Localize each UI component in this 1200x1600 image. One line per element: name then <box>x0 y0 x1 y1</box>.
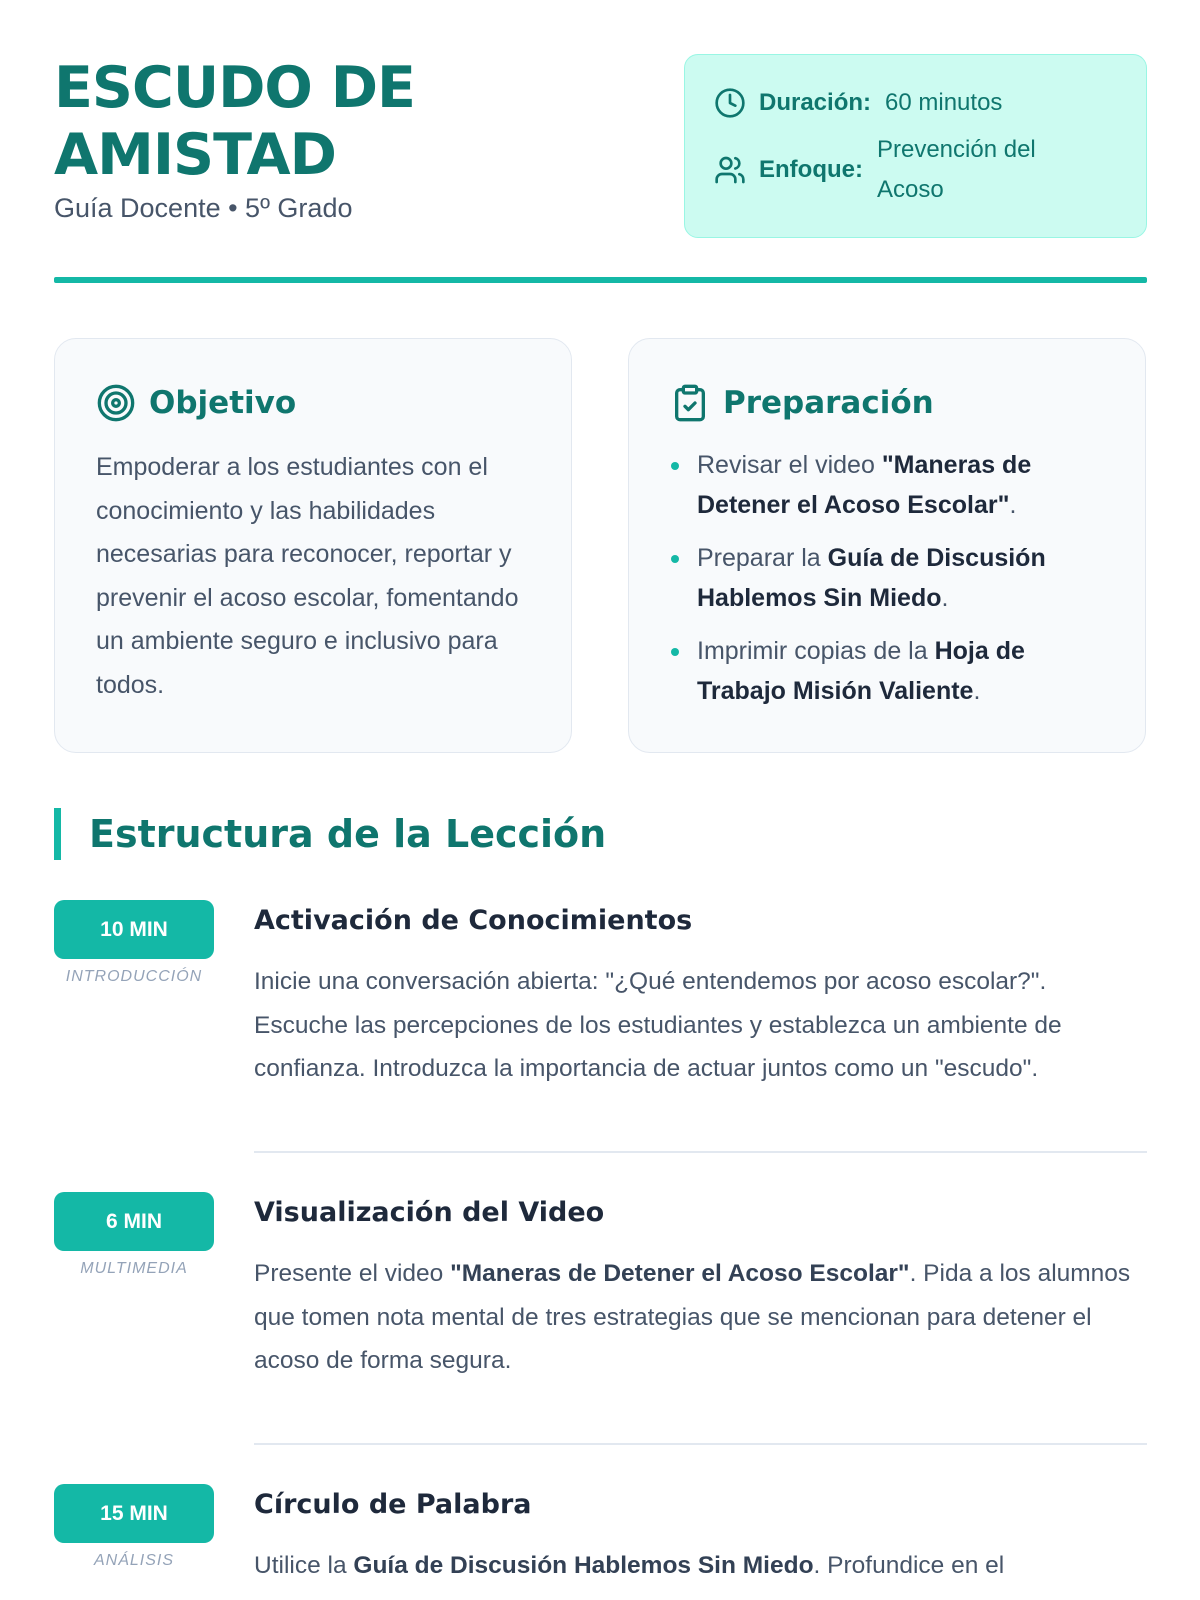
focus-label: Enfoque: <box>759 156 863 183</box>
duration-label: Duración: <box>759 89 872 116</box>
duration-value: 60 minutos <box>885 89 1003 116</box>
step-title: Visualización del Video <box>254 1197 605 1228</box>
preparation-list <box>669 445 1099 724</box>
title-line-2: AMISTAD <box>54 122 336 188</box>
step-description: Inicie una conversación abierta: "¿Qué entendemos por acoso escolar?". Escuche las percepciones de los estudiantes y establezca un ambiente de confianza. Introduzca la importancia de actuar juntos como un "escudo". <box>254 968 1062 1082</box>
preparation-title: Preparación <box>723 385 934 421</box>
list-item: Revisar el video "Maneras de Detener el Acoso Escolar". <box>669 445 1099 525</box>
duration-row <box>713 85 1002 121</box>
header-divider <box>54 277 1147 283</box>
list-item: Imprimir copias de la Hoja de Trabajo Misión Valiente. <box>669 631 1099 711</box>
clipboard-check-icon <box>669 382 711 424</box>
duration-badge: 10 MIN <box>54 900 214 959</box>
objective-card <box>54 338 572 753</box>
title-line-1: ESCUDO DE <box>54 55 415 121</box>
page-subtitle: Guía Docente • 5º Grado <box>54 193 353 223</box>
preparation-header <box>669 382 934 424</box>
step-description: Utilice la Guía de Discusión Hablemos Sin Miedo. Profundice en el <box>254 1552 1005 1579</box>
step-category: ANÁLISIS <box>93 1552 175 1569</box>
users-icon <box>713 153 747 187</box>
objective-header <box>95 382 296 424</box>
step-category: MULTIMEDIA <box>80 1260 188 1277</box>
objective-text: Empoderar a los estudiantes con el conocimiento y las habilidades necesarias para reconocer, reportar y prevenir el acoso escolar, fomentando un ambiente seguro e inclusivo para todos. <box>96 453 519 699</box>
focus-row <box>713 130 1062 210</box>
focus-value: Prevención del Acoso <box>876 136 1036 203</box>
objective-title: Objetivo <box>149 385 297 421</box>
preparation-card <box>628 338 1146 753</box>
section-title: Estructura de la Lección <box>54 808 606 860</box>
duration-badge: 6 MIN <box>54 1192 214 1251</box>
step-description: Presente el video "Maneras de Detener el Acoso Escolar". Pida a los alumnos que tomen nota mental de tres estrategias que se mencionan para detener el acoso de forma segura. <box>254 1260 1131 1374</box>
info-box <box>684 54 1147 238</box>
target-icon <box>95 382 137 424</box>
step-divider <box>254 1151 1147 1153</box>
header <box>54 0 1147 285</box>
step-title: Círculo de Palabra <box>254 1489 532 1520</box>
step-category: INTRODUCCIÓN <box>65 968 203 985</box>
duration-badge: 15 MIN <box>54 1484 214 1543</box>
page-title <box>54 55 415 189</box>
lesson-guide <box>54 0 1147 1579</box>
list-item: Preparar la Guía de Discusión Hablemos Sin Miedo. <box>669 538 1099 618</box>
step-divider <box>254 1443 1147 1445</box>
clock-icon <box>713 86 747 120</box>
step-title: Activación de Conocimientos <box>254 905 693 936</box>
